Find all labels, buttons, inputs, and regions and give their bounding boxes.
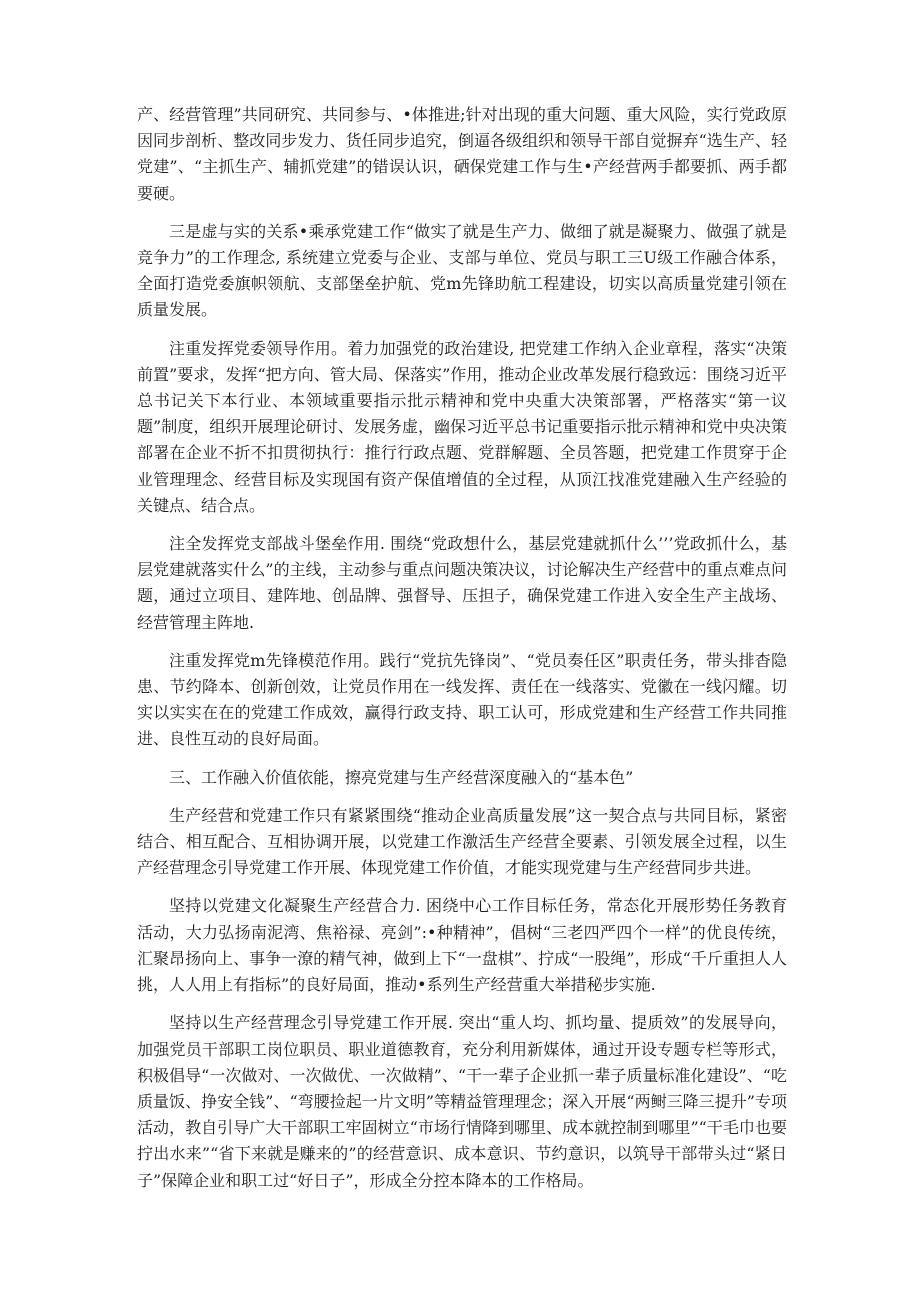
section-heading-3: 三、工作融入价值依能，擦亮党建与生产经营深度融入的“基本色”: [169, 767, 634, 787]
paragraph-7: 坚持以党建文化凝聚生产经营合力. 困绕中心工作目标任务，常态化开展形势任务教育活动，大力弘扬南泥湾、焦裕禄、亮剑”:•种精神”，倡树“三老四严四个一样”的优良传统，汇聚昂扬向上、事争一潦的精气神，做到上下“一盘棋”、拧成“一股绳”，形成“千斤重担人人挑，人人用上有指标”的良好局面，推动•系列生产经营重大举措秘步实施.: [137, 896, 787, 995]
paragraph-6: 生产经营和党建工作只有紧紧围绕“推动企业高质量发展”这一契合点与共同目标，紧密结合、相互配合、互相协调开展，以党建工作激活生产经营全要素、引领发展全过程，以生产经营理念引导党建工作开展、体现党建工作价值，才能实现党建与生产经营同步共进。: [137, 805, 787, 878]
paragraph-3: 注重发挥党委领导作用。着力加强党的政治建设, 把党建工作纳入企业章程，落实“决策前置”要求，发挥“把方向、管大局、保落实”作用，推动企业改革发展行稳致远：围绕习近平总书记关下本行业、本领域重要指示批示精神和党中央重大决策部署，严格落实“第一议题”制度，组织开展理论研讨、发展务虚，幽保习近平总书记重要指示批示精神和党中央决策部署在企业不折不扣贯彻执行：推行行政点题、党群解题、全员答题，把党建工作贯穿于企业管理理念、经营目标及实现国有资产保值增值的全过程，从顶江找准党建融入生产经验的关键点、结合点。: [137, 338, 787, 515]
document-body: [137, 102, 787, 1206]
paragraph-4: 注全发挥党支部战斗堡垒作用. 围绕“党政想什么，基层党建就抓什么’’’党政抓什么，基层党建就落实什么”的主线，主动参与重点问题决策决议，讨论解决生产经营中的重点难点问题，通过立项目、建阵地、创品牌、强督导、压担子，确保党建工作进入安全生产主战场、经营管理主阵地.: [137, 534, 787, 632]
paragraph-2: 三是虚与实的关系•乘承党建工作“做实了就是生产力、做细了就是凝聚力、做强了就是竞争力”的工作理念, 系统建立党委与企业、支部与单位、党员与职工三U级工作融合体系，全面打造党委旗帜领航、支部堡垒护航、党m先锋助航工程建设，切实以高质量党建引领在质量发展。: [137, 221, 787, 320]
paragraph-5: 注重发挥党m先锋模范作用。践行“党抗先锋岗”、“党员奏任区”职责任务，带头排杳隐患、节约降本、创新创效，让党员作用在一线发挥、责任在一线落实、党徽在一线闪耀。切实以实实在在的党建工作成效，赢得行政支持、职工认可，形成党建和生产经营工作共同推进、良性互动的良好局面。: [137, 650, 787, 749]
paragraph-8: 坚持以生产经营理念引导党建工作开展. 突出“重人均、抓均量、提质效”的发展导向，加强党员干部职工岗位职员、职业道德教育，充分利用新媒体，通过开设专题专栏等形式，积极倡导“一次做对、一次做优、一次做精”、“干一辈子企业抓一辈子质量标准化建设”、“吃质量饭、挣安全钱”、“弯腰捡起一片文明”等精益管理理念；深入开展“两鲥三降三提升”专项活动，教自引导广大干部职工牢固树立“市场行情降到哪里、成本就控制到哪里”“干毛巾也要拧出水来”“省下来就是赚来的”的经营意识、成本意识、节约意识，以筑导干部带头过“紧日子”保障企业和职工过“好日子”，形成全分控本降本的工作格局。: [137, 1013, 787, 1190]
paragraph-1: 产、经营管理”共同研究、共同参与、•体推进;针对出现的重大问题、重大风险，实行党政原因同步剖析、整改同步发力、货任同步追究，倒逼各级组织和领导干部自觉摒弃“选生产、轻党建”、“主抓生产、辅抓党建”的错误认识，硒保党建工作与生•产经营两手都要抓、两手都要硬。: [137, 105, 787, 203]
